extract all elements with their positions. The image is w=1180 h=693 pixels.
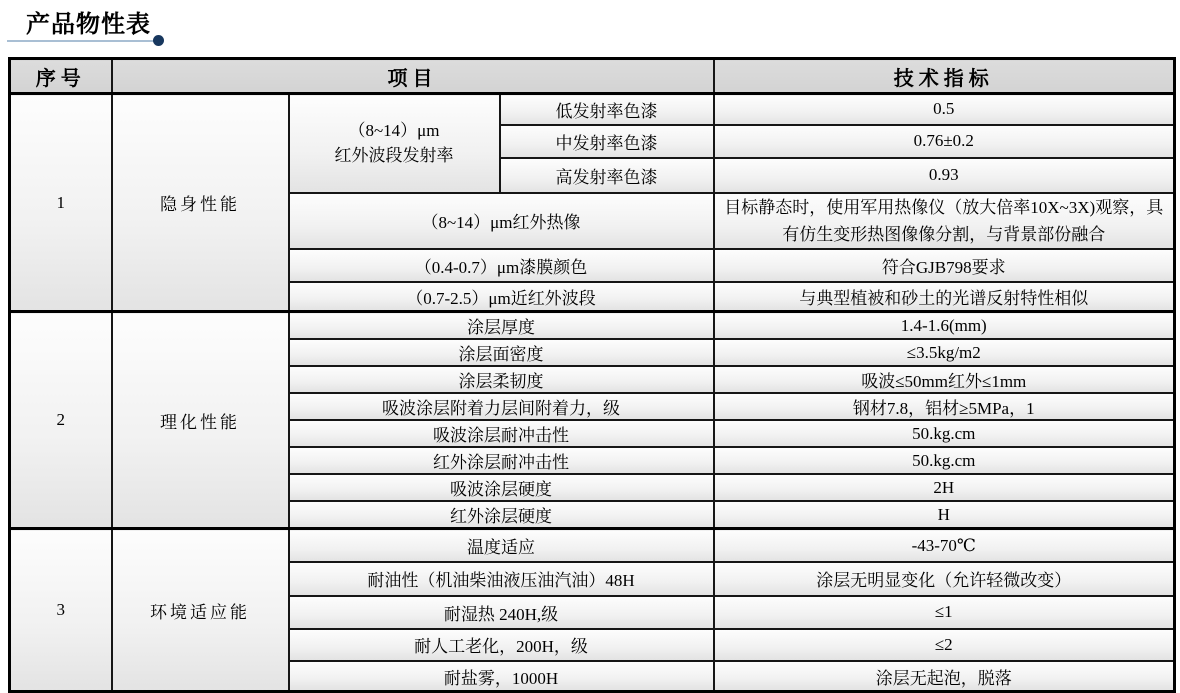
table-row [10, 312, 1175, 340]
item-cell: 涂层厚度 [289, 312, 714, 340]
item-cell: （8~14）μm红外热像 [289, 193, 714, 249]
page-title: 产品物性表 [26, 12, 151, 38]
header-cell-spec: 技术指标 [714, 59, 1175, 94]
table-row [10, 94, 1175, 125]
table-header-row [10, 59, 1175, 94]
item-cell: 吸波涂层耐冲击性 [289, 420, 714, 447]
spec-cell: 涂层无明显变化（允许轻微改变） [714, 562, 1175, 596]
spec-cell: 0.5 [714, 94, 1175, 125]
spec-cell: 目标静态时，使用军用热像仪（放大倍率10X~3X)观察，具有仿生变形热图像像分割，与背景部份融合 [714, 193, 1175, 249]
spec-cell: 2H [714, 474, 1175, 501]
spec-cell: 50.kg.cm [714, 420, 1175, 447]
section-no: 2 [10, 312, 112, 529]
item-cell: 中发射率色漆 [500, 125, 714, 158]
item-cell: 红外涂层硬度 [289, 501, 714, 529]
spec-cell: ≤2 [714, 629, 1175, 661]
section-category: 理化性能 [112, 312, 289, 529]
spec-cell: 1.4-1.6(mm) [714, 312, 1175, 340]
spec-cell: H [714, 501, 1175, 529]
spec-cell: ≤3.5kg/m2 [714, 339, 1175, 366]
item-cell: （0.4-0.7）μm漆膜颜色 [289, 249, 714, 282]
spec-cell: 0.76±0.2 [714, 125, 1175, 158]
item-cell: 吸波涂层硬度 [289, 474, 714, 501]
item-group-cell [289, 94, 500, 193]
item-cell: 耐湿热 240H,级 [289, 596, 714, 629]
item-cell: 低发射率色漆 [500, 94, 714, 125]
spec-cell: 吸波≤50mm红外≤1mm [714, 366, 1175, 393]
item-cell: 高发射率色漆 [500, 158, 714, 193]
item-cell: （0.7-2.5）μm近红外波段 [289, 282, 714, 312]
product-properties-table [8, 57, 1176, 693]
header-cell-no: 序号 [10, 59, 112, 94]
section-category: 环境适应能 [112, 529, 289, 692]
item-cell: 红外涂层耐冲击性 [289, 447, 714, 474]
item-cell: 涂层柔韧度 [289, 366, 714, 393]
item-group-line2: 红外波段发射率 [334, 146, 454, 166]
spec-cell: 涂层无起泡，脱落 [714, 661, 1175, 692]
section-no: 1 [10, 94, 112, 312]
spec-cell: 钢材7.8，铝材≥5MPa，1 [714, 393, 1175, 420]
spec-cell: 0.93 [714, 158, 1175, 193]
spec-cell: ≤1 [714, 596, 1175, 629]
item-cell: 耐油性（机油柴油液压油汽油）48H [289, 562, 714, 596]
spec-cell: -43-70℃ [714, 529, 1175, 562]
item-group-line1: （8~14）μm [348, 120, 440, 140]
title-underline-dot [153, 35, 164, 46]
section-no: 3 [10, 529, 112, 692]
item-cell: 温度适应 [289, 529, 714, 562]
item-cell: 涂层面密度 [289, 339, 714, 366]
section-category: 隐身性能 [112, 94, 289, 312]
item-cell: 耐盐雾，1000H [289, 661, 714, 692]
spec-cell: 50.kg.cm [714, 447, 1175, 474]
item-cell: 耐人工老化，200H，级 [289, 629, 714, 661]
title-underline [7, 40, 157, 42]
table-row [10, 529, 1175, 562]
spec-cell: 符合GJB798要求 [714, 249, 1175, 282]
header-cell-item: 项目 [112, 59, 714, 94]
spec-cell: 与典型植被和砂土的光谱反射特性相似 [714, 282, 1175, 312]
item-cell: 吸波涂层附着力层间附着力，级 [289, 393, 714, 420]
